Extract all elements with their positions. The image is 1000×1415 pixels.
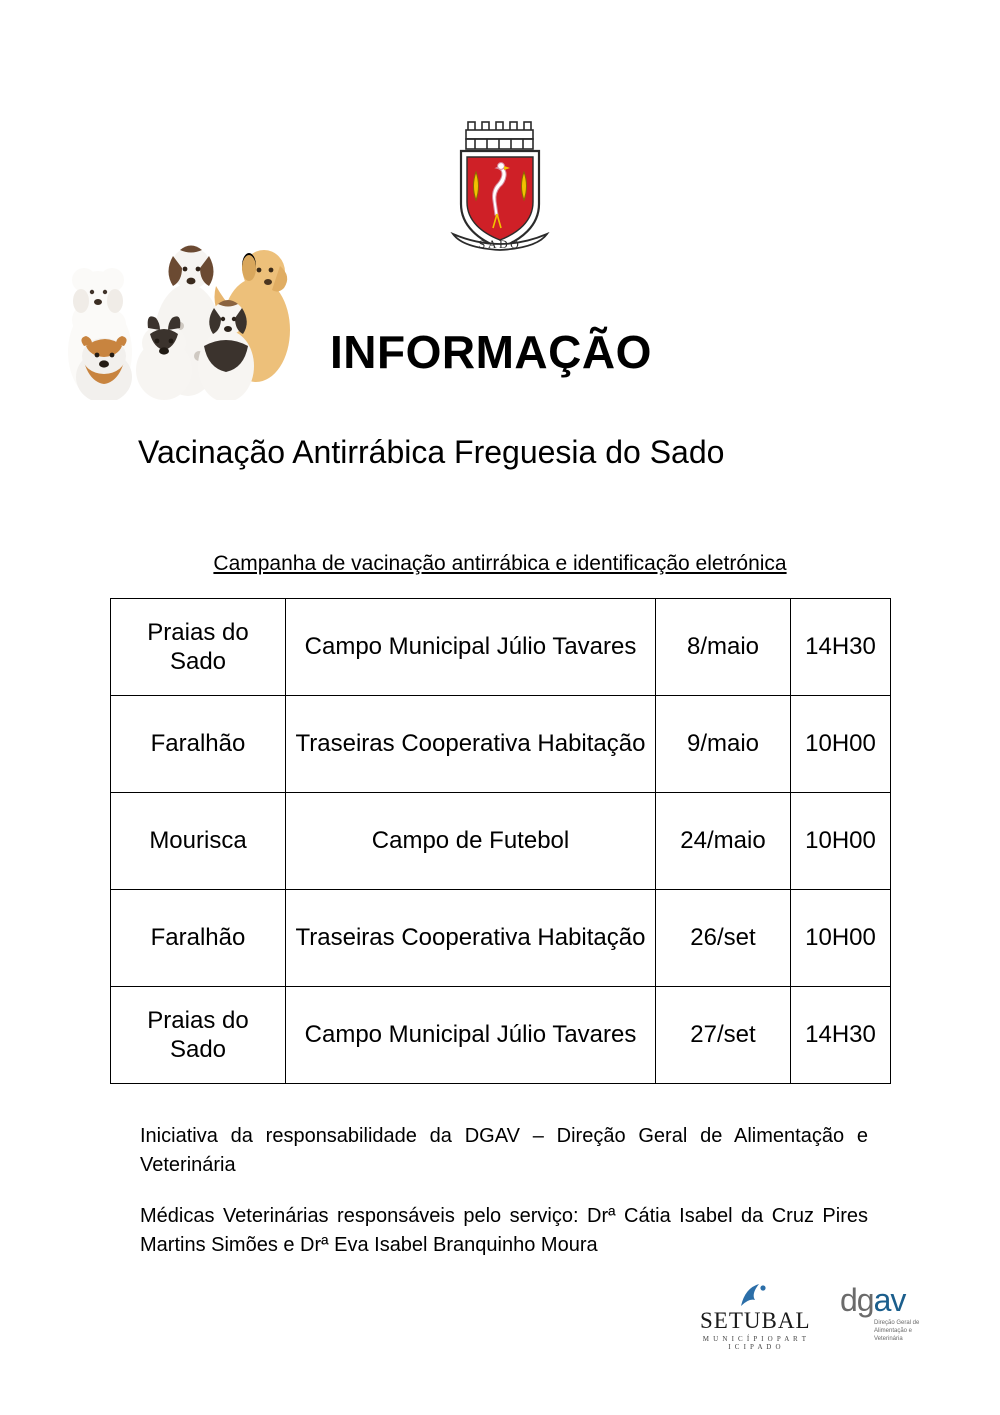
schedule-table (110, 598, 891, 1084)
cell-location: Praias do Sado (111, 987, 286, 1084)
cell-location: Faralhão (111, 696, 286, 793)
cell-place: Campo Municipal Júlio Tavares (286, 599, 656, 696)
table-row (111, 793, 891, 890)
note-vets: Médicas Veterinárias responsáveis pelo serviço: Drª Cátia Isabel da Cruz Pires Martins Simões e Drª Eva Isabel Branquinho Moura (140, 1205, 868, 1256)
footnotes (140, 1122, 868, 1282)
setubal-logo (700, 1282, 810, 1351)
cell-location: Mourisca (111, 793, 286, 890)
campaign-text: Campanha de vacinação antirrábica e identificação eletrónica (213, 552, 787, 575)
dgav-logo-wordmark (840, 1284, 940, 1316)
cell-time: 10H00 (791, 890, 891, 987)
footer-logos (700, 1282, 940, 1352)
cell-place: Traseiras Cooperativa Habitação (286, 890, 656, 987)
cell-time: 14H30 (791, 599, 891, 696)
cell-date: 24/maio (656, 793, 791, 890)
table-row (111, 987, 891, 1084)
cell-time: 10H00 (791, 696, 891, 793)
sado-coat-of-arms (435, 108, 565, 268)
campaign-line (0, 552, 1000, 576)
schedule-table-body (111, 599, 891, 1084)
setubal-swoosh-icon (700, 1282, 810, 1308)
schedule-table-wrapper (110, 598, 890, 1084)
dgav-av-text: av (873, 1282, 906, 1318)
cell-date: 8/maio (656, 599, 791, 696)
cell-date: 9/maio (656, 696, 791, 793)
setubal-logo-name: SETUBAL (700, 1308, 811, 1333)
dgav-logo-subtitle: Direção Geral de Alimentação e Veterinária (874, 1320, 920, 1343)
cell-location: Praias do Sado (111, 599, 286, 696)
cell-time: 10H00 (791, 793, 891, 890)
table-row (111, 696, 891, 793)
note-initiative: Iniciativa da responsabilidade da DGAV – Direção Geral de Alimentação e Veterinária (140, 1125, 868, 1176)
cell-location: Faralhão (111, 890, 286, 987)
cell-place: Campo Municipal Júlio Tavares (286, 987, 656, 1084)
page-subtitle: Vacinação Antirrábica Freguesia do Sado (138, 434, 725, 470)
cell-date: 26/set (656, 890, 791, 987)
cell-place: Campo de Futebol (286, 793, 656, 890)
cell-date: 27/set (656, 987, 791, 1084)
dogs-illustration (28, 170, 308, 400)
table-row (111, 599, 891, 696)
dgav-logo (840, 1284, 940, 1343)
dgav-dg-text: dg (840, 1282, 874, 1318)
table-row (111, 890, 891, 987)
setubal-logo-tagline: M U N I C Í P I O P A R T I C I P A D O (702, 1335, 808, 1351)
cell-time: 14H30 (791, 987, 891, 1084)
svg-text:SADO: SADO (478, 237, 522, 251)
cell-place: Traseiras Cooperativa Habitação (286, 696, 656, 793)
page-title: INFORMAÇÃO (330, 326, 652, 378)
